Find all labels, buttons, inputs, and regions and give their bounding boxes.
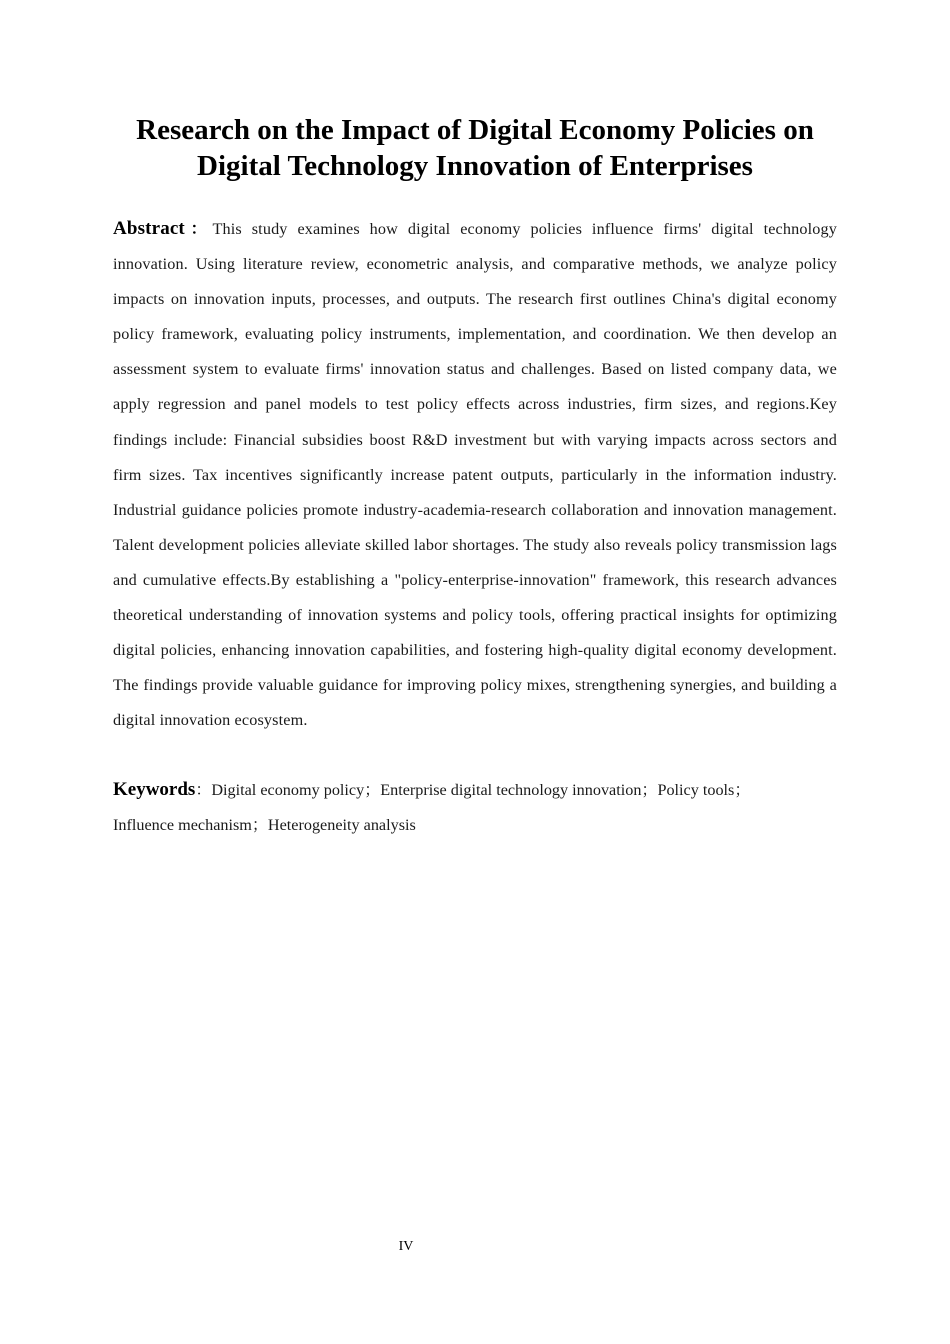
abstract-separator: ： bbox=[184, 221, 213, 238]
keyword-separator: ； bbox=[364, 782, 381, 799]
title-line-2: Digital Technology Innovation of Enterprises bbox=[197, 150, 753, 182]
title-line-1: Research on the Impact of Digital Economy Policies on bbox=[136, 114, 814, 146]
keyword-item: Policy tools bbox=[657, 781, 735, 799]
abstract-section bbox=[113, 211, 837, 738]
keywords-label: Keywords bbox=[113, 779, 196, 800]
paper-title bbox=[113, 112, 837, 184]
keyword-item: Digital economy policy bbox=[211, 781, 365, 799]
keywords-separator: ： bbox=[195, 782, 212, 799]
keywords-section bbox=[113, 773, 837, 843]
keyword-separator: ； bbox=[641, 782, 658, 799]
abstract-text: This study examines how digital economy policies influence firms' digital technology innovation. Using literature review, econometric analysis, and comparative methods, we analyze policy impacts on innovation inputs, processes, and outputs. The research first outlines China's digital economy policy framework, evaluating policy instruments, implementation, and coordination. We then develop an assessment system to evaluate firms' innovation status and challenges. Based on listed company data, we apply regression and panel models to test policy effects across industries, firm sizes, and regions.Key findings include: Financial subsidies boost R&D investment but with varying impacts across sectors and firm sizes. Tax incentives significantly increase patent outputs, particularly in the information industry. Industrial guidance policies promote industry-academia-research collaboration and innovation management. Talent development policies alleviate skilled labor shortages. The study also reveals policy transmission lags and cumulative effects.By establishing a "policy-enterprise-innovation" framework, this research advances theoretical understanding of innovation systems and policy tools, offering practical insights for optimizing digital policies, enhancing innovation capabilities, and fostering high-quality digital economy development. The findings provide valuable guidance for improving policy mixes, strengthening synergies, and building a digital innovation ecosystem. bbox=[113, 220, 837, 730]
keyword-separator: ； bbox=[251, 817, 268, 834]
keyword-item: Influence mechanism bbox=[113, 816, 252, 834]
page-number: IV bbox=[398, 1239, 414, 1254]
keyword-separator: ； bbox=[734, 782, 751, 799]
keyword-item: Enterprise digital technology innovation bbox=[380, 781, 642, 799]
abstract-label: Abstract bbox=[113, 218, 185, 239]
keyword-item: Heterogeneity analysis bbox=[267, 816, 416, 834]
